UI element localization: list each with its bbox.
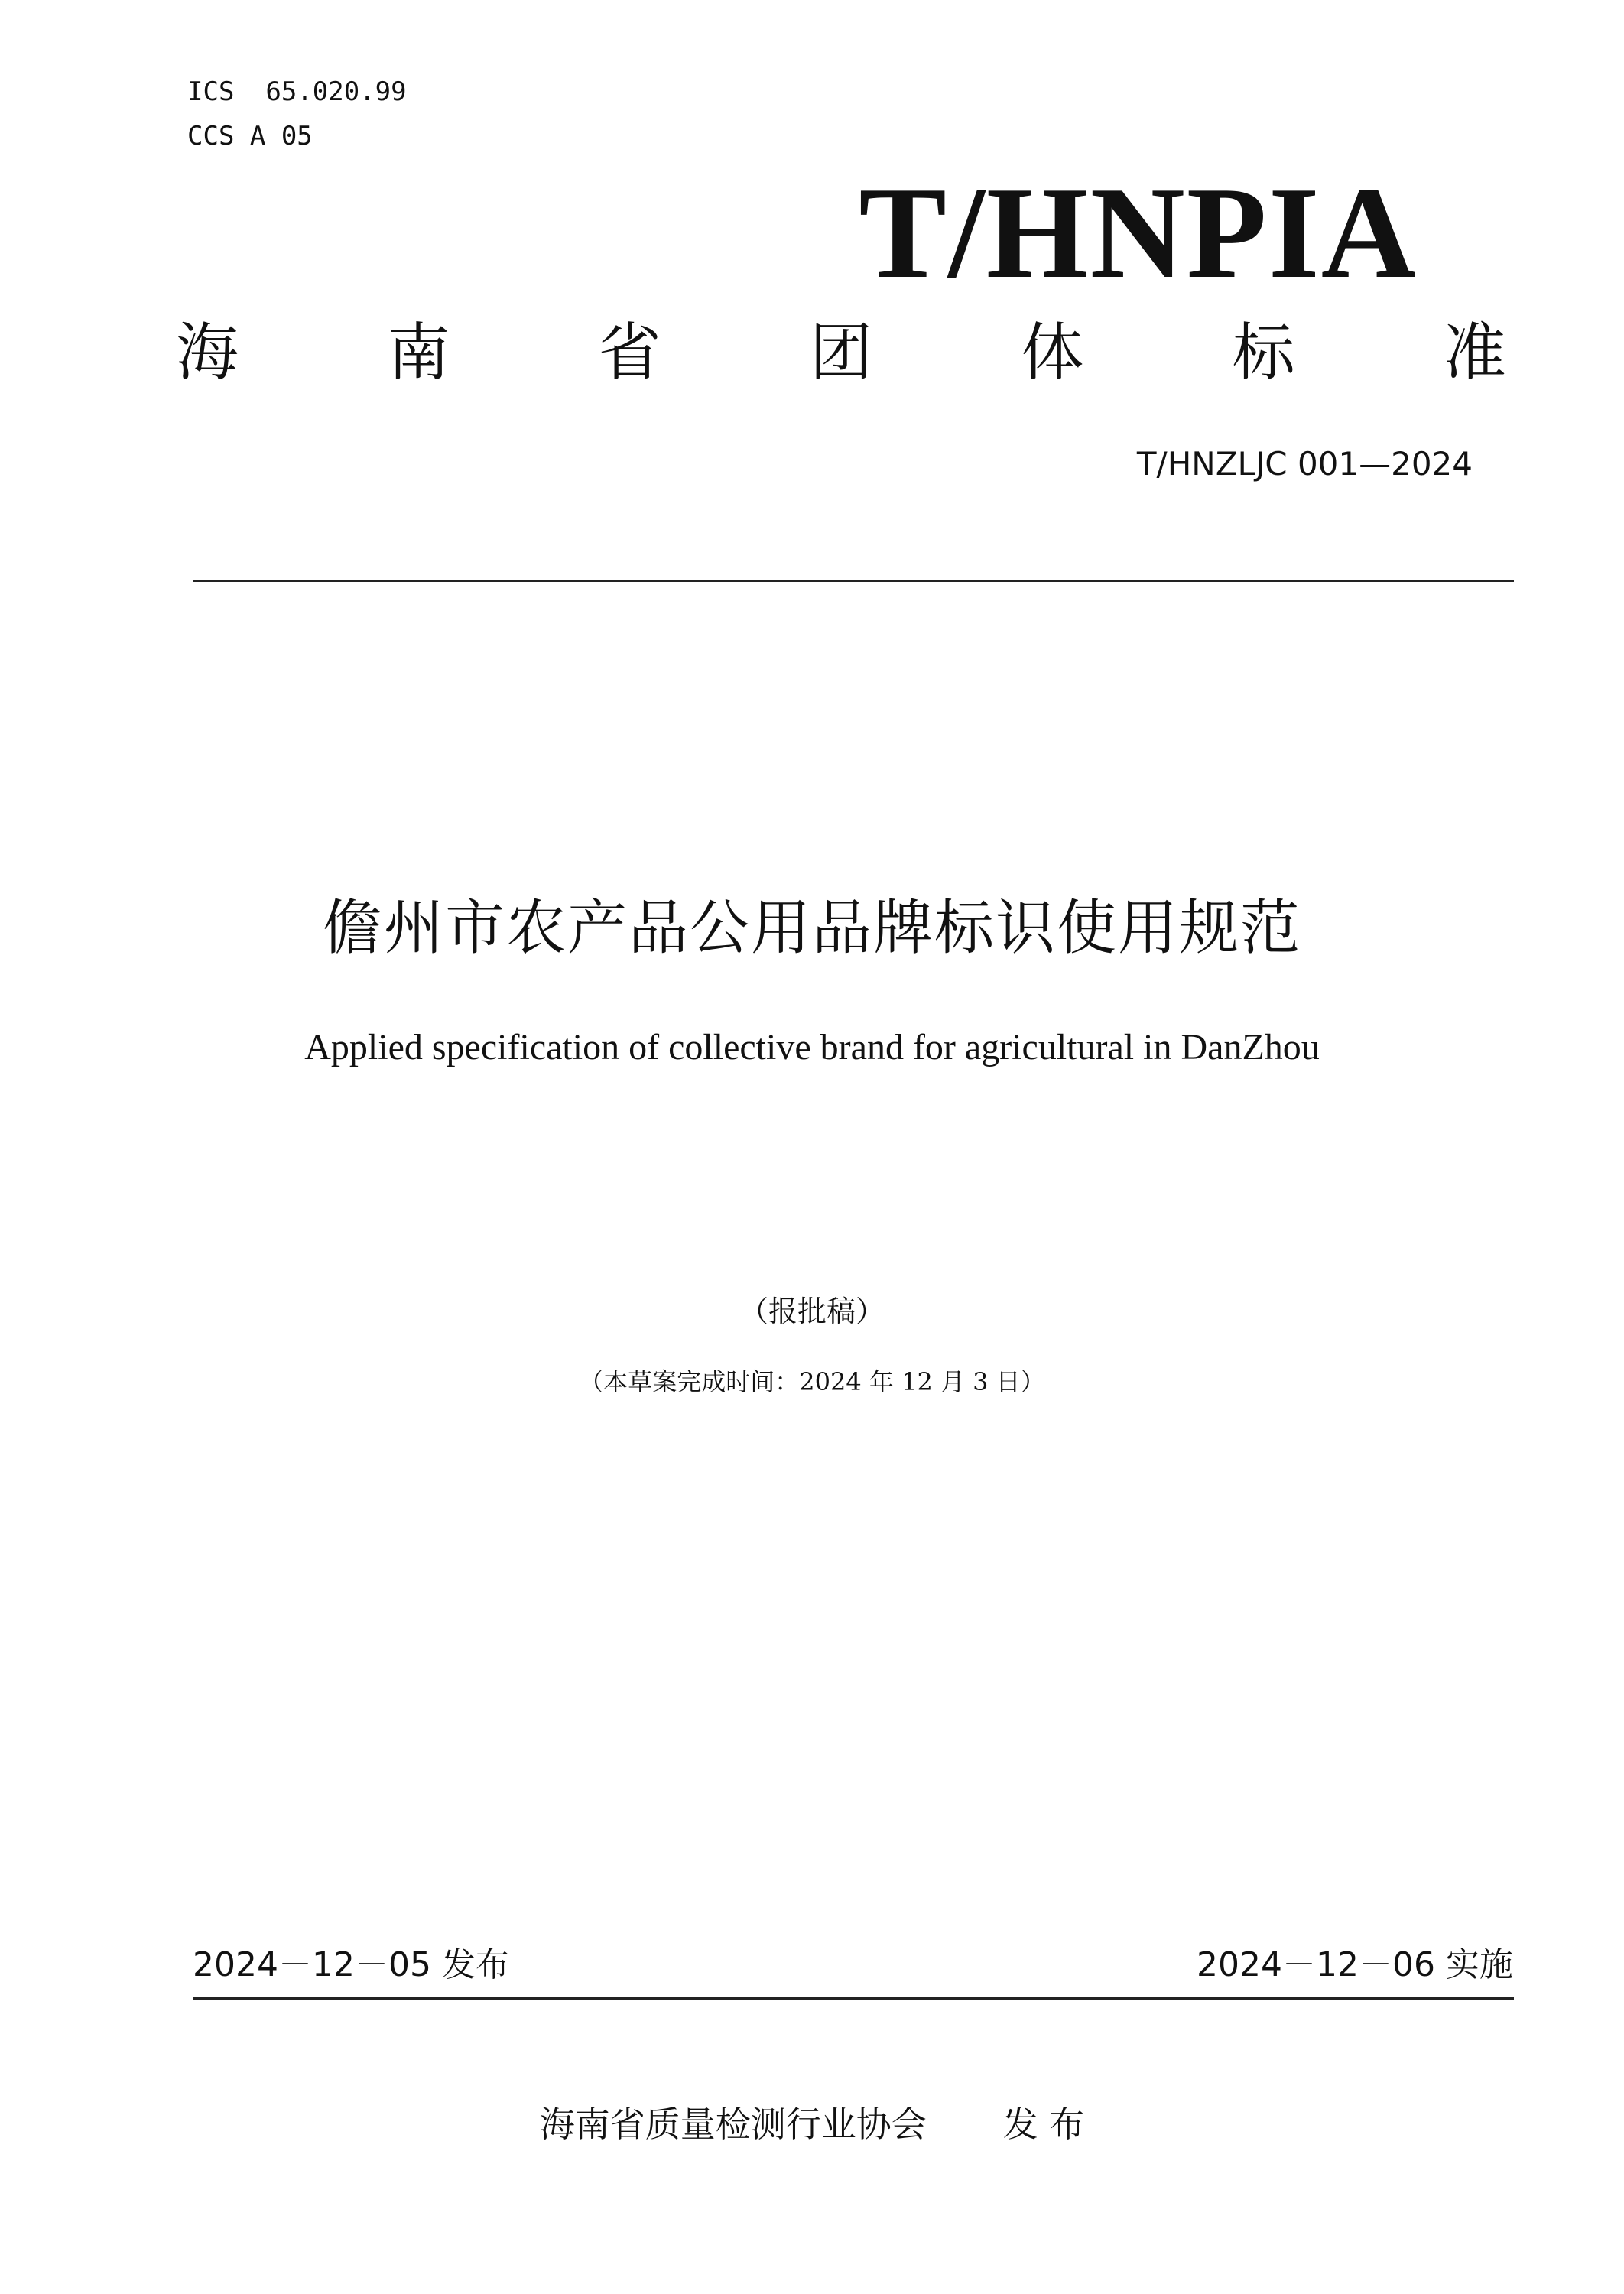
standard-type-char: 标 [1232, 317, 1295, 389]
standard-type-char: 省 [598, 317, 661, 389]
publish-date: 2024－12－05 发布 [193, 1945, 509, 1984]
ics-code: ICS 65.020.99 [187, 76, 407, 107]
document-title-english: Applied specification of collective brand for agricultural in DanZhou [304, 1027, 1320, 1067]
standard-type-char: 海 [176, 317, 239, 389]
standard-prefix: T/HNPIA [859, 161, 1418, 306]
draft-completion-date: （本草案完成时间：2024 年 12 月 3 日） [579, 1367, 1045, 1396]
publisher-organization: 海南省质量检测行业协会 [539, 2104, 927, 2145]
standard-number: T/HNZLJC 001—2024 [1136, 445, 1473, 483]
document-title-chinese: 儋州市农产品公用品牌标识使用规范 [322, 894, 1301, 963]
standard-type-char: 准 [1443, 317, 1506, 389]
implementation-date: 2024－12－06 实施 [1197, 1945, 1513, 1984]
draft-status: （报批稿） [739, 1295, 885, 1328]
ccs-code: CCS A 05 [187, 121, 313, 151]
publisher-action: 发 布 [1002, 2104, 1085, 2145]
top-divider [193, 580, 1514, 582]
standard-type-char: 团 [809, 317, 872, 389]
standard-type-char: 南 [387, 317, 450, 389]
standard-type-char: 体 [1021, 317, 1084, 389]
publisher-line [0, 2101, 1624, 2147]
bottom-divider [193, 1997, 1514, 2000]
standard-type-heading [176, 315, 1506, 392]
